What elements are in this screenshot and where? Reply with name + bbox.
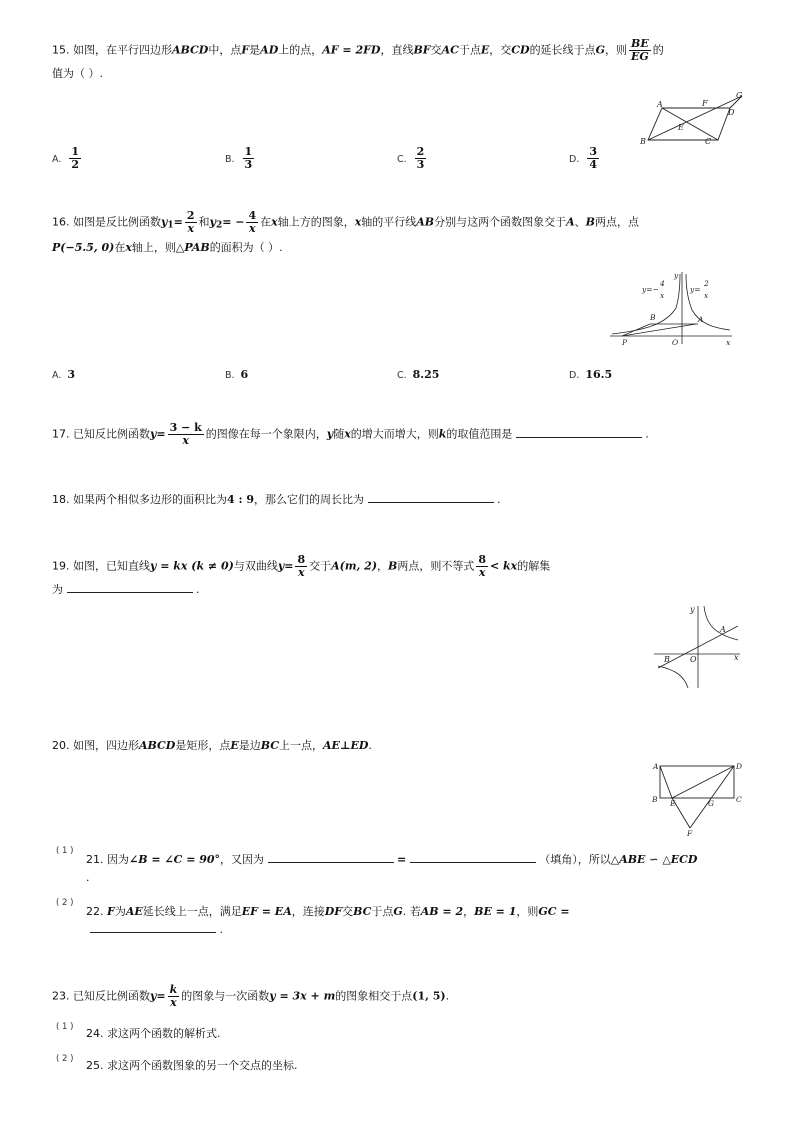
q18-answer-blank[interactable]	[368, 490, 494, 503]
q21-trailing-dot: .	[86, 871, 90, 884]
q15-label-a: A	[657, 100, 663, 109]
q15-option-c[interactable]: C. $\frac{2}{3}$	[397, 145, 425, 171]
q17-stem: 17. 已知反比例函数y= $\frac{3 - k}{x}$ 的图像在每一个象限内，y随x的增大而增大，则k的取值范围是 .	[52, 421, 649, 447]
q23-stem: 23. 已知反比例函数y= $\frac{k}{x}$ 的图象与一次函数y = 3x + m的图象相交于点(1, 5).	[52, 983, 450, 1009]
q20-line-fd	[690, 766, 734, 828]
q19-stem-line1: 19. 如图，已知直线y = kx (k ≠ 0)与双曲线y= $\frac{8}{x}$ 交于A(m, 2)，B两点，则不等式 $\frac{8}{x}$ < kx的解集	[52, 553, 551, 579]
q19-graph-figure	[652, 600, 744, 692]
q21-part-number: ( 1 )	[56, 846, 74, 856]
q20-stem: 20. 如图，四边形ABCD是矩形，点E是边BC上一点，AE⊥ED.	[52, 739, 372, 752]
q22-stem-line1: 22. F为AE延长线上一点，满足EF = EA，连接DF交BC于点G. 若AB = 2，BE = 1，则GC =	[86, 905, 570, 918]
q16-line-pa	[622, 324, 696, 336]
q16-label-left-fn: y=−	[642, 285, 659, 294]
q16-label-y: y	[674, 271, 679, 280]
q15-parallelogram-figure	[630, 88, 750, 150]
q16-option-b[interactable]: B. 6	[225, 368, 249, 381]
q21-answer-blank-2[interactable]	[410, 850, 536, 863]
q20-line-ed	[672, 766, 734, 798]
q15-stem-line1: 15. 如图，在平行四边形ABCD中，点F是AD上的点，AF = 2FD，直线BF交AC于点E，交CD的延长线于点G，则 $\frac{BE}{EG}$ 的	[52, 37, 664, 63]
q16-curve-left	[612, 274, 680, 334]
q16-label-left-num: 4	[660, 279, 665, 288]
q16-option-d[interactable]: D. 16.5	[569, 368, 613, 381]
q16-label-x: x	[726, 338, 731, 347]
q16-stem-line2: P(−5.5, 0)在x轴上，则△PAB的面积为（ ）.	[52, 241, 283, 254]
q19-label-o: O	[690, 655, 697, 664]
q15-parallelogram	[648, 108, 730, 140]
q16-hyperbola-figure	[606, 268, 736, 348]
q15-stem-line2: 值为（ ）.	[52, 67, 103, 80]
q20-label-a: A	[653, 762, 659, 771]
q15-label-g: G	[736, 91, 743, 100]
q15-label-d: D	[728, 108, 735, 117]
q16-label-right-fn: y=	[690, 285, 701, 294]
q20-label-f: F	[687, 829, 693, 838]
q19-label-y: y	[690, 605, 695, 614]
q22-part-number: ( 2 )	[56, 898, 74, 908]
q20-label-c: C	[736, 795, 742, 804]
q25-part-number: ( 2 )	[56, 1054, 74, 1064]
q18-stem: 18. 如果两个相似多边形的面积比为4 : 9，那么它们的周长比为 .	[52, 490, 501, 510]
q15-fraction: $\frac{BE}{EG}$	[630, 37, 649, 63]
q15-label-e: E	[678, 123, 684, 132]
q24-part-number: ( 1 )	[56, 1022, 74, 1032]
q16-label-a: A	[698, 315, 704, 324]
q19-stem-line2: 为 .	[52, 580, 200, 600]
q20-line-ae	[660, 766, 672, 798]
q19-answer-blank[interactable]	[67, 580, 193, 593]
q19-label-x: x	[734, 653, 739, 662]
q16-label-right-num: 2	[704, 279, 709, 288]
q25-stem: 25. 求这两个函数图象的另一个交点的坐标.	[86, 1059, 298, 1072]
q16-option-c[interactable]: C. 8.25	[397, 368, 440, 381]
q16-label-left-den: x	[660, 291, 665, 300]
q15-label-b: B	[640, 137, 646, 146]
q22-answer-blank[interactable]	[90, 920, 216, 933]
q21-answer-blank-1[interactable]	[268, 850, 394, 863]
q24-stem: 24. 求这两个函数的解析式.	[86, 1027, 221, 1040]
q16-option-a[interactable]: A. 3	[52, 368, 76, 381]
q20-label-e: E	[670, 799, 676, 808]
q15-option-d[interactable]: D. $\frac{3}{4}$	[569, 145, 597, 171]
q22-stem-line2: .	[90, 920, 223, 940]
q21-stem: 21. 因为∠B = ∠C = 90°，又因为 = （填角），所以△ABE ∽ △ECD	[86, 850, 697, 870]
q16-label-o: O	[672, 338, 679, 347]
q16-label-p: P	[622, 338, 628, 347]
q16-stem-line1: 16. 如图是反比例函数$y_1=$ $\frac{2}{x}$ 和$y_2=$ − $\frac{4}{x}$ 在x轴上方的图象，x轴的平行线AB分别与这两个函数图象交于A、B两点，点	[52, 209, 639, 235]
q15-label-c: C	[705, 137, 712, 146]
q19-curve-q3	[658, 666, 688, 688]
q15-line-ac	[662, 108, 718, 140]
q16-label-b: B	[650, 313, 656, 322]
q15-option-a[interactable]: A. $\frac{1}{2}$	[52, 145, 80, 171]
q19-label-b: B	[664, 655, 670, 664]
q15-label-f: F	[702, 99, 708, 108]
q20-label-d: D	[736, 762, 743, 771]
q20-rectangle-figure	[650, 760, 746, 838]
q20-label-g: G	[708, 799, 714, 808]
q19-label-a: A	[720, 625, 726, 634]
q16-label-right-den: x	[704, 291, 709, 300]
q15-option-b[interactable]: B. $\frac{1}{3}$	[225, 145, 253, 171]
q20-label-b: B	[652, 795, 658, 804]
q17-answer-blank[interactable]	[516, 425, 642, 438]
